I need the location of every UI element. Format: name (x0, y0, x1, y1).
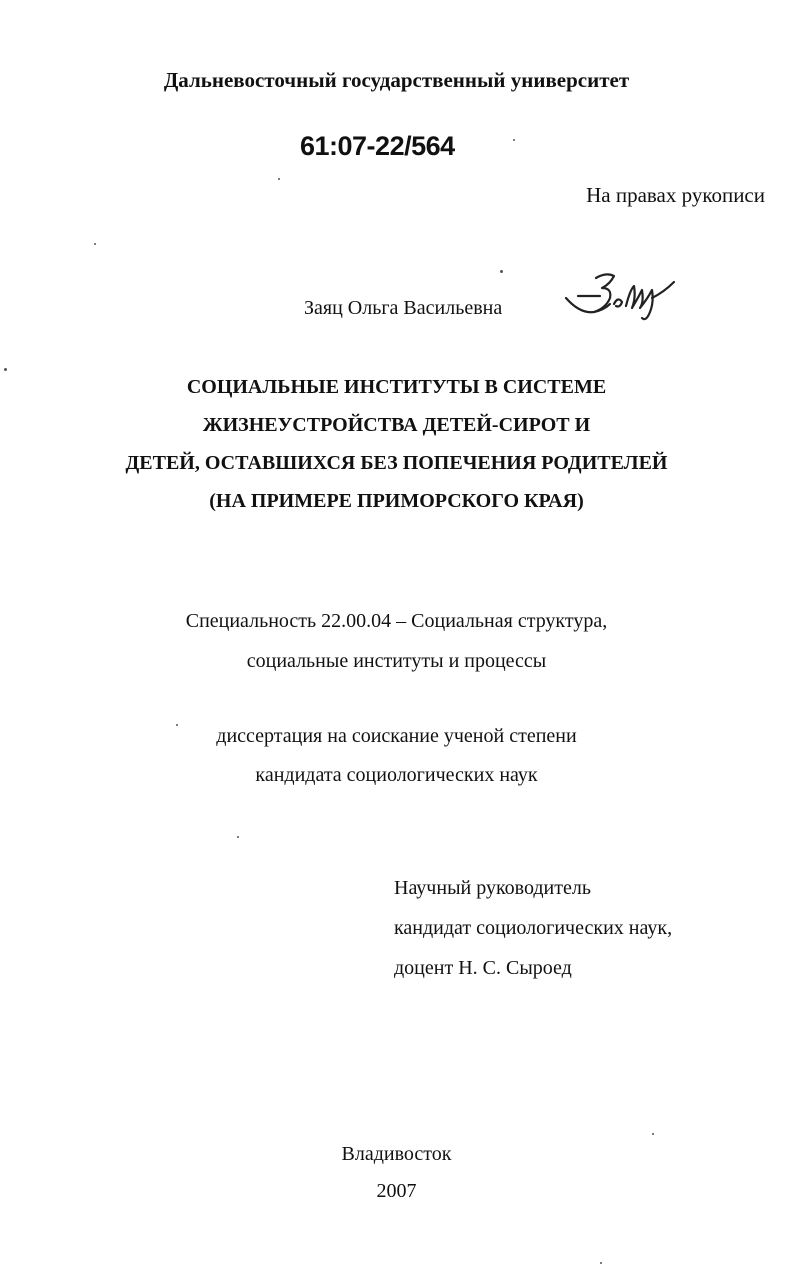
author-signature (560, 268, 680, 328)
scan-speck (278, 178, 280, 180)
catalog-number-stamp: 61:07-22/564 (300, 131, 455, 161)
title-line: СОЦИАЛЬНЫЕ ИНСТИТУТЫ В СИСТЕМЕ (186, 376, 607, 398)
scan-speck (600, 1262, 602, 1264)
dissertation-title (0, 368, 793, 520)
university-name: Дальневосточный государственный университет (163, 68, 630, 92)
title-line: ЖИЗНЕУСТРОЙСТВА ДЕТЕЙ-СИРОТ И (202, 414, 591, 436)
scan-speck (513, 139, 515, 141)
scan-speck (4, 368, 7, 371)
city: Владивосток (341, 1143, 452, 1165)
specialty-line: социальные институты и процессы (246, 650, 547, 672)
degree-line: диссертация на соискание ученой степени (216, 725, 577, 747)
scan-speck (237, 836, 239, 838)
scan-speck (500, 270, 503, 273)
scan-speck (652, 1133, 654, 1135)
supervisor-line: Научный руководитель (394, 877, 591, 899)
place-and-year (0, 1136, 793, 1210)
title-line: (НА ПРИМЕРЕ ПРИМОРСКОГО КРАЯ) (209, 490, 584, 512)
year: 2007 (376, 1180, 417, 1202)
rights-note: На правах рукописи (586, 183, 765, 207)
specialty-line: Специальность 22.00.04 – Социальная структура, (185, 610, 608, 632)
scan-speck (176, 724, 178, 726)
supervisor-line: кандидат социологических наук, (394, 917, 673, 939)
scan-speck (94, 243, 96, 245)
title-line: ДЕТЕЙ, ОСТАВШИХСЯ БЕЗ ПОПЕЧЕНИЯ РОДИТЕЛЕЙ (125, 452, 668, 474)
supervisor-block (394, 868, 672, 988)
specialty (0, 601, 793, 681)
author-name: Заяц Ольга Васильевна (304, 297, 503, 319)
degree-line: кандидата социологических наук (255, 764, 538, 786)
supervisor-line: доцент Н. С. Сыроед (394, 957, 572, 979)
degree-statement (0, 717, 793, 795)
